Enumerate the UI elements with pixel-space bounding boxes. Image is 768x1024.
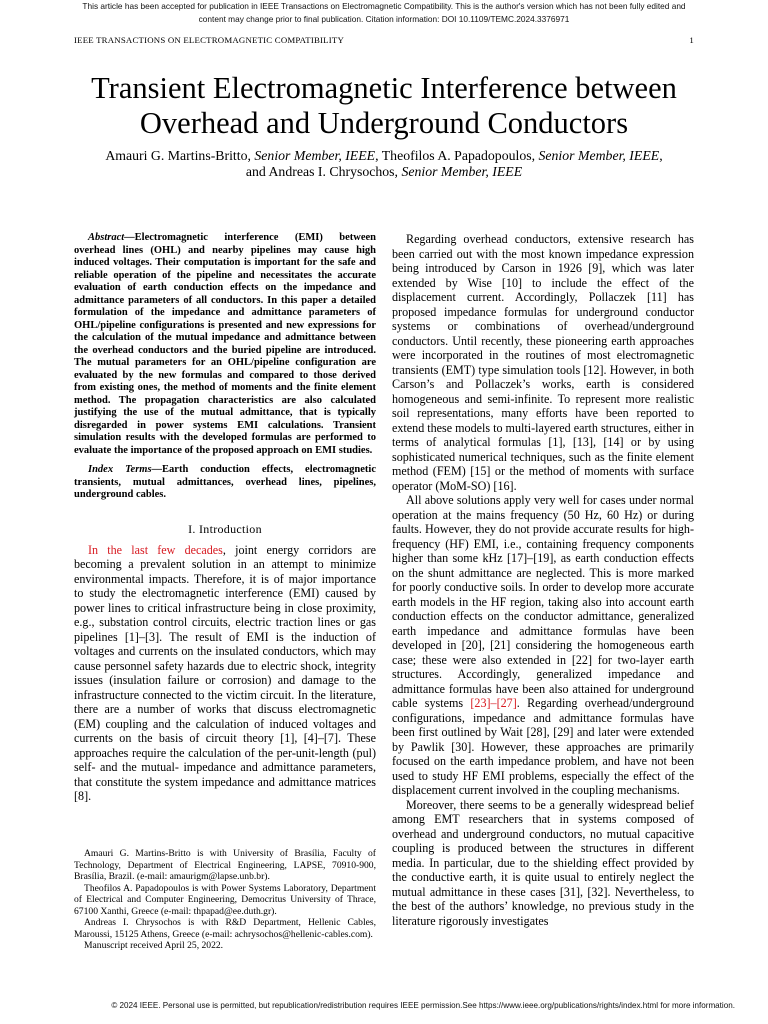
paper-title-line1: Transient Electromagnetic Interference between (91, 71, 677, 105)
index-terms-lead: Index Terms (88, 464, 152, 475)
abstract-lead: Abstract (88, 232, 125, 243)
right-column (392, 232, 694, 928)
abstract (74, 232, 376, 457)
abstract-text: —Electromagnetic interference (EMI) between overhead lines (OHL) and nearby pipelines may cause high induced voltages. Their computation is important for the safe and reliable operation of the pipeline and necessitates the accurate evaluation of earth conduction effects on the impedance and admittance parameters of all conductors. In this paper a detailed formulation of the impedance and admittance parameters of OHL/pipeline configurations is presented and new expressions for the calculation of the mutual impedance and admittance between the overhead conductors and the buried pipeline are introduced. The mutual parameters for an OHL/pipeline configuration are evaluated by the new formulas and compared to those derived from existing ones, the method of moments and the finite element method. The propagation characteristics are also calculated justifying the use of the mutual admittance, that is typically disregarded in power systems EMI calculations. Transient simulation results with the developed formulas are performed to evaluate the importance of the proposed approach on EMI studies. (74, 232, 376, 456)
intro-highlight-link[interactable]: In the last few decades (88, 542, 223, 557)
author-2-role: Senior Member, IEEE (538, 148, 660, 163)
right-paragraph-2-part-a: All above solutions apply very well for cases under normal operation at the mains frequency (50 Hz, 60 Hz) or during faults. However, they do not provide accurate results for high-frequency (HF) EMI, i.e., containing frequency components higher than some kHz [17]–[19], as earth conduction effects on the shunt admittance are neglected. This is more marked for poorly conductive soils. In order to develop more accurate earth models in the HF region, taking also into account earth conduction effects on the conductor admittance, generalized earth impedance and admittance formulas have been developed in [20], [21] considering the homogeneous earth case; these were also extended in [22] for two-layer earth structures. Accordingly, generalized impedance and admittance formulas have been also attained for underground cable systems (392, 493, 694, 710)
copyright-notice: © 2024 IEEE. Personal use is permitted, but republication/redistribution requires IEEE permission.See https://www.ieee.org/publications/rights/index.html for more information. (111, 1001, 735, 1010)
publication-notice-line1: This article has been accepted for publication in IEEE Transactions on Electromagnetic Compatibility. This is the author's version which has not been fully edited and (82, 1, 686, 11)
author-line1 (0, 148, 768, 164)
publication-notice (0, 0, 768, 26)
footnote-author-1: Amauri G. Martins-Britto is with University of Brasília, Faculty of Technology, Department of Electrical Engineering, LAPSE, 70910-900, Brasília, Brazil. (e-mail: amaurigm@lapse.unb.br). (74, 848, 376, 882)
citation-link-23-27[interactable]: [23]–[27] (470, 696, 517, 710)
author-3-role: Senior Member, IEEE (401, 164, 523, 179)
author-line2 (0, 164, 768, 180)
page-number: 1 (689, 35, 694, 45)
right-paragraph-2-part-b: . Regarding overhead/underground configurations, impedance and admittance formulas have been first outlined by Wait [28], [29] and later were extended by Pawlik [30]. However, these approaches are primarily focused on the earth impedance problem, and have not been used to study HF EMI problems, especially the effect of the displacement current involved in the coupling mechanisms. (392, 696, 694, 797)
running-head (74, 35, 694, 45)
index-terms (74, 464, 376, 502)
author-list (0, 148, 768, 180)
author-1-role: Senior Member, IEEE (254, 148, 376, 163)
publication-notice-line2: content may change prior to final publication. Citation information: DOI 10.1109/TEMC.2024.3376971 (198, 14, 570, 24)
footnote-author-2: Theofilos A. Papadopoulos is with Power Systems Laboratory, Department of Electrical and Computer Engineering, Democritus University of Thrace, 67100 Xanthi, Greece (e-mail: thpapad@ee.duth.gr). (74, 882, 376, 917)
author-2-tail: , (659, 148, 663, 163)
author-2-name: , Theofilos A. Papadopoulos, (375, 148, 539, 163)
intro-paragraph-1-text: , joint energy corridors are becoming a prevalent solution in an attempt to minimize environmental impacts. Therefore, it is of major importance to study the electromagnetic interference (EMI) caused by power lines to critical infrastructure being in close proximity, e.g., substation control circuits, electric traction lines or gas pipelines [1]–[3]. The result of EMI is the induction of voltages and currents on the insulated conductors, which may cause personnel safety hazards due to electric shock, integrity issues (insulation failure or corrosion) and damage to the infrastructure connected to the victim circuit. In the literature, there are a number of works that discuss electromagnetic (EM) coupling and the calculation of induced voltages and currents on the basis of circuit theory [1], [4]–[7]. These approaches require the calculation of the per-unit-length (pul) self- and the mutual- impedance and admittance parameters, that constitute the system impedance and admittance matrices [8]. (74, 542, 376, 803)
author-1-name: Amauri G. Martins-Britto, (105, 148, 255, 163)
footnote-manuscript-date: Manuscript received April 25, 2022. (84, 940, 224, 951)
left-column (74, 232, 376, 804)
footnotes (74, 848, 376, 952)
right-paragraph-3: Moreover, there seems to be a generally widespread belief among EMT researchers that in systems composed of overhead and underground conductors, no mutual capacitive coupling is produced between the structures in different media. In particular, due to the shielding effect provided by the conductive earth, it is quite usual to entirely neglect the mutual admittance in these cases [31], [32]. Nevertheless, to the best of the authors’ knowledge, no previous study in the literature rigorously investigates (392, 797, 694, 928)
index-terms-text: —Earth conduction effects, electromagnetic transients, mutual admittances, overhead lines, pipelines, underground cables. (74, 464, 376, 500)
author-3-name: and Andreas I. Chrysochos, (245, 164, 402, 179)
section-heading-introduction: I. Introduction (188, 521, 262, 536)
intro-paragraph-1 (74, 543, 376, 804)
paper-title (0, 71, 768, 141)
paper-title-line2: Overhead and Underground Conductors (139, 106, 629, 140)
right-paragraph-1: Regarding overhead conductors, extensive research has been carried out with the most known impedance expression being introduced by Carson in 1926 [9], which was later extended by Wise [10] to include the effect of the displacement current. Accordingly, Pollaczek [11] has proposed impedance formulas for underground conductor systems or combinations of overhead/underground conductors. Until recently, these pioneering earth approaches were incorporated in the routines of most electromagnetic transients (EMT) type simulation tools [12]. However, in both Carson’s and Pollaczek’s works, earth is considered homogeneous and semi-infinite. To represent more realistic soil representations, many efforts have been reported to extend these models to multi-layered earth structures, either in terms of analytical formulas [1], [13], [14] or by using sophisticated numerical techniques, such as the finite element method (FEM) [15] or the method of moments with surface operator (MoM-SO) [16]. (392, 232, 694, 493)
journal-name: IEEE TRANSACTIONS ON ELECTROMAGNETIC COMPATIBILITY (74, 35, 344, 45)
footnote-author-3: Andreas I. Chrysochos is with R&D Department, Hellenic Cables, Maroussi, 15125 Athens, Greece (e-mail: achrysochos@hellenic-cables.com). (74, 917, 376, 940)
right-paragraph-2 (392, 493, 694, 798)
